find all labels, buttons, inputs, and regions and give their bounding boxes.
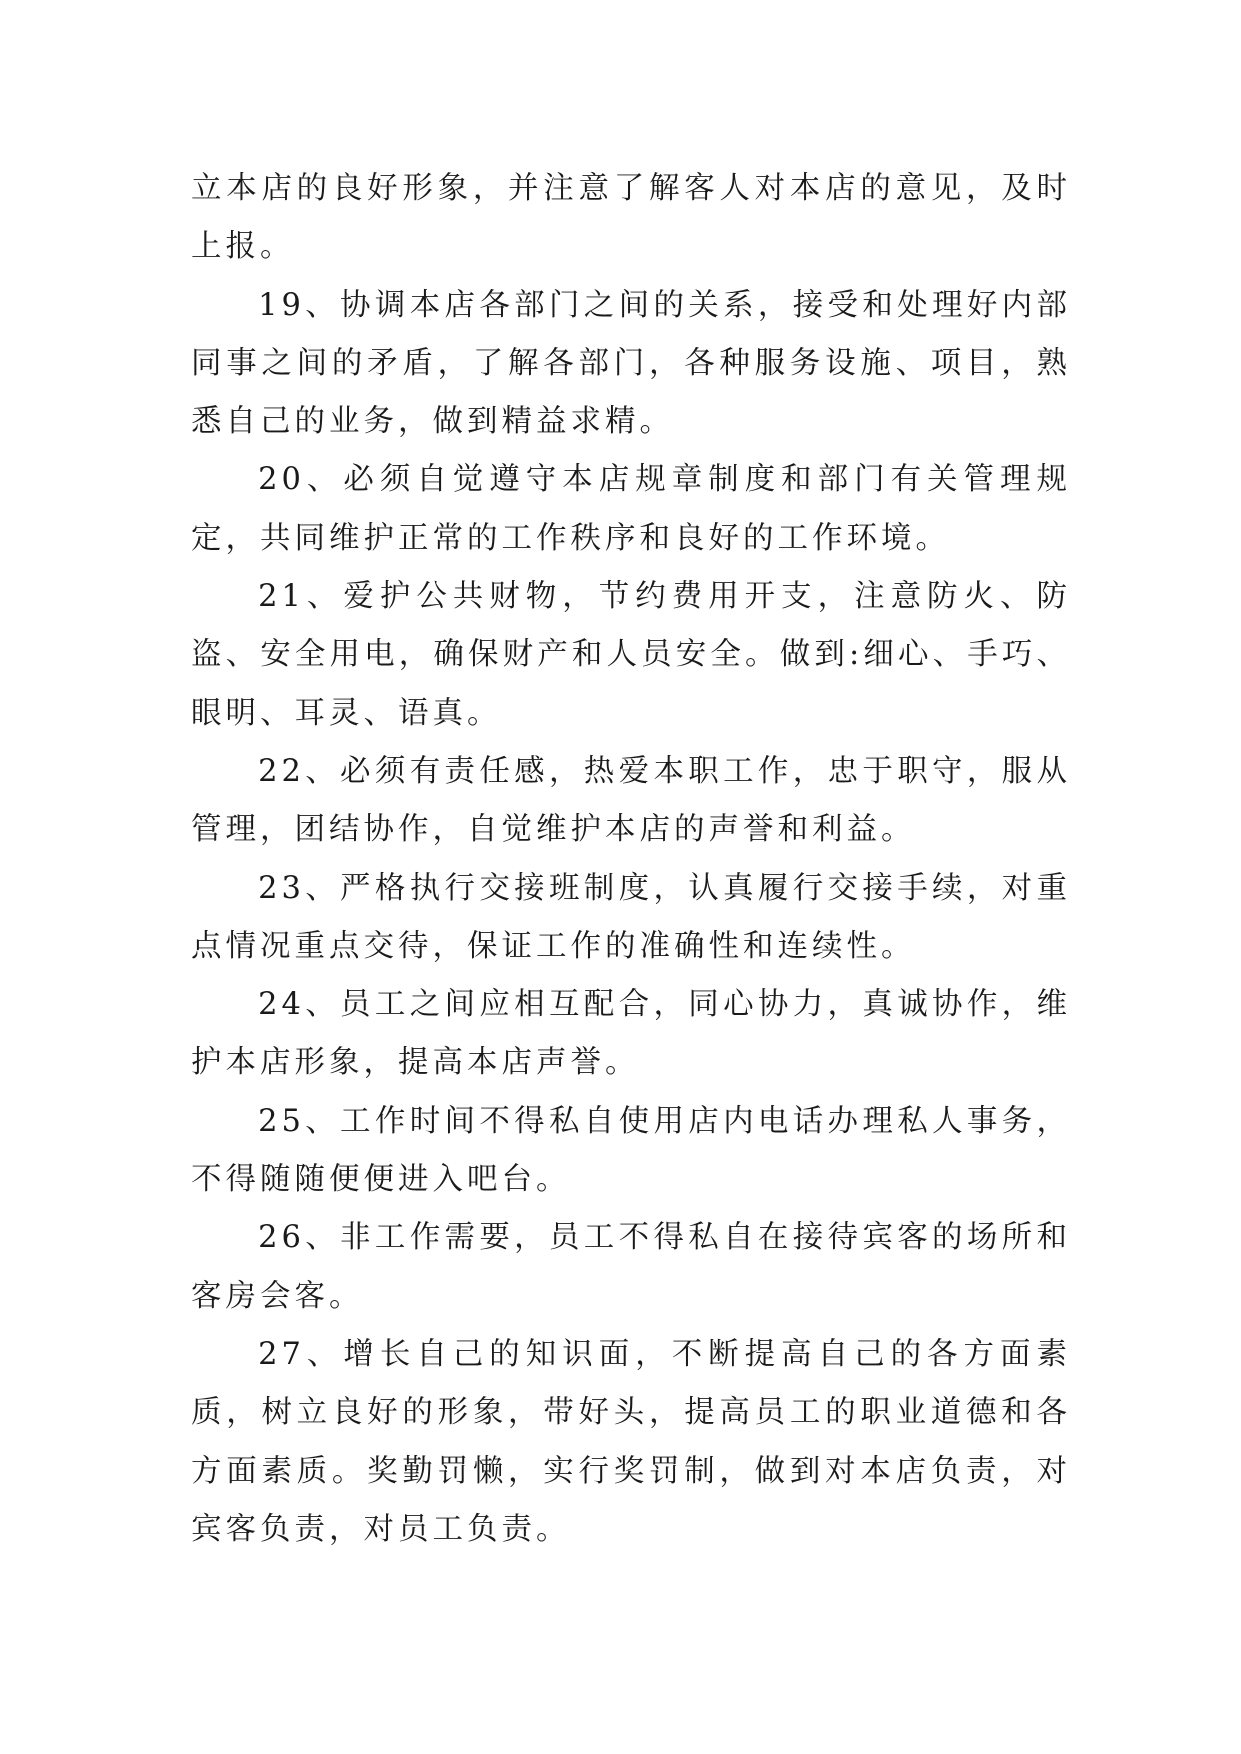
paragraph-continuation: 立本店的良好形象，并注意了解客人对本店的意见，及时上报。 [191, 171, 1071, 265]
document-body [191, 160, 1071, 1559]
paragraph-item-25: 25、工作时间不得私自使用店内电话办理私人事务，不得随随便便进入吧台。 [191, 1103, 1071, 1198]
paragraph-item-20: 20、必须自觉遵守本店规章制度和部门有关管理规定，共同维护正常的工作秩序和良好的工作环境。 [191, 462, 1071, 556]
paragraph-item-23: 23、严格执行交接班制度，认真履行交接手续，对重点情况重点交待，保证工作的准确性和连续性。 [191, 870, 1071, 964]
paragraph-item-27: 27、增长自己的知识面，不断提高自己的各方面素质，树立良好的形象，带好头，提高员工的职业道德和各方面素质。奖勤罚懒，实行奖罚制，做到对本店负责，对宾客负责，对员工负责。 [191, 1336, 1071, 1547]
paragraph-item-19: 19、协调本店各部门之间的关系，接受和处理好内部同事之间的矛盾，了解各部门，各种服务设施、项目，熟悉自己的业务，做到精益求精。 [191, 287, 1071, 440]
paragraph-item-21: 21、爱护公共财物，节约费用开支，注意防火、防盗、安全用电，确保财产和人员安全。做到:细心、手巧、眼明、耳灵、语真。 [191, 579, 1071, 731]
paragraph-item-22: 22、必须有责任感，热爱本职工作，忠于职守，服从管理，团结协作，自觉维护本店的声誉和利益。 [191, 753, 1071, 848]
paragraph-item-26: 26、非工作需要，员工不得私自在接待宾客的场所和客房会客。 [191, 1220, 1071, 1314]
paragraph-item-24: 24、员工之间应相互配合，同心协力，真诚协作，维护本店形象，提高本店声誉。 [191, 987, 1071, 1081]
